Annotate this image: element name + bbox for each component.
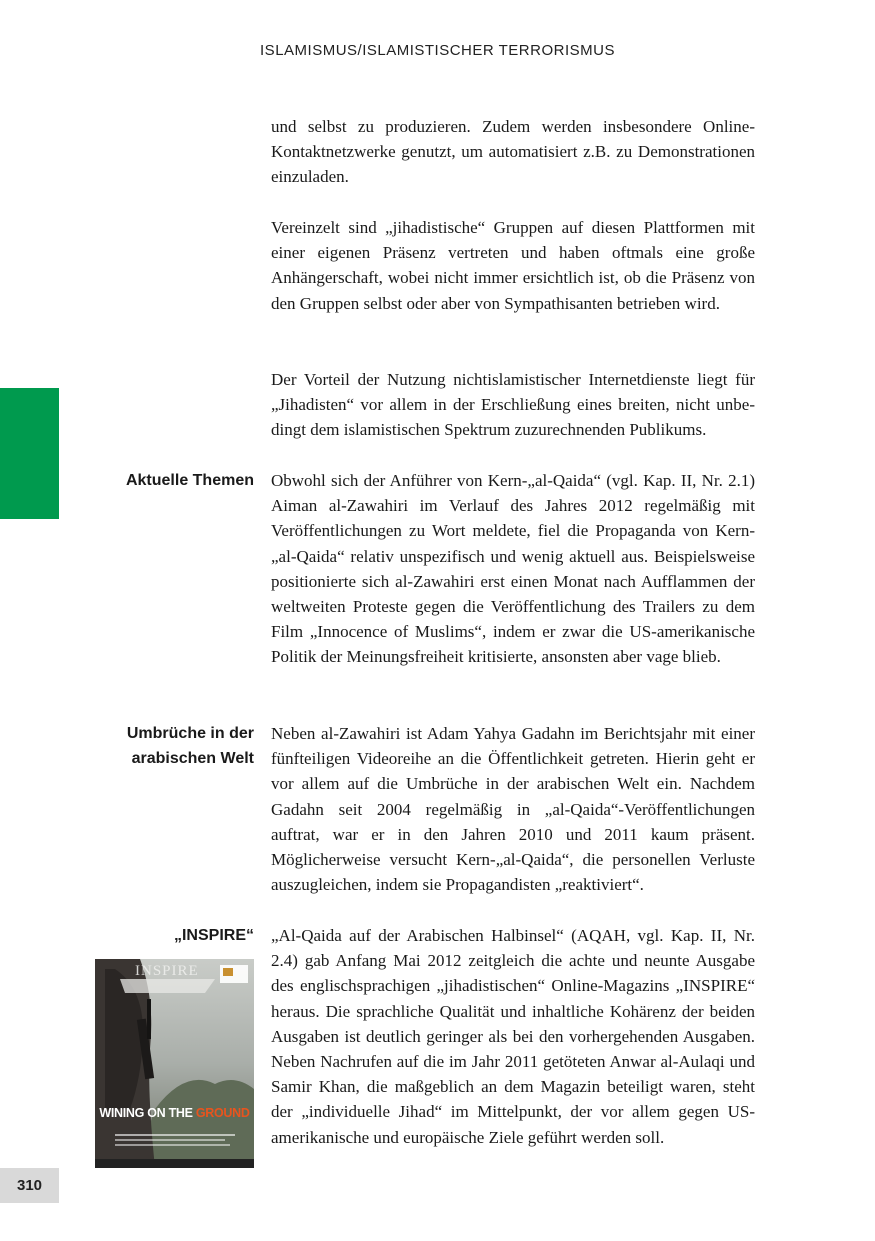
chapter-tab-marker [0, 388, 59, 519]
paragraph-3: Der Vorteil der Nutzung nichtislamistischer Internetdienste liegt für „Jihadisten“ vor allem in der Erschließung eines breiten, nicht unbedingt dem islamistischen Spektrum zuzurechnenden Publikums. [271, 370, 755, 440]
paragraph-4: Obwohl sich der Anführer von Kern-„al-Qaida“ (vgl. Kap. II, Nr. 2.1) Aiman al-Zawahiri im Verlauf des Jahres 2012 regelmäßig mit Veröffentlichungen zu Wort meldete, fiel die Propaganda von Kern-„al-Qaida“ relativ unspezifisch und wenig aktuell aus. Beispielsweise positionierte sich al-Zawahiri erst einen Monat nach Aufflammen der weltweiten Proteste gegen die Veröffentlichung des Trailers zu dem Film „Innocence of Muslims“, indem er zwar die US-amerikanische Politik der Meinungsfreiheit kritisierte, ansonsten aber vage blieb. [271, 471, 755, 667]
running-header [0, 42, 875, 59]
side-heading-aktuelle-themen: Aktuelle Themen [125, 472, 254, 489]
cover-headline-part2: GROUND [195, 1106, 250, 1120]
side-heading-umbrueche-line2: arabischen Welt [131, 750, 254, 767]
side-heading-umbrueche-line1: Umbrüche in der [126, 725, 254, 742]
cover-illustration [95, 959, 254, 1168]
page-number-box [0, 1168, 59, 1203]
inspire-magazine-cover [95, 959, 254, 1168]
cover-headline [95, 1106, 254, 1120]
paragraph-1: und selbst zu produzieren. Zudem werden insbesondere Online-Kontaktnetzwerke genutzt, um automatisiert z.B. zu Demonstrationen einzuladen. [271, 117, 755, 187]
page-number: 310 [16, 1177, 43, 1194]
side-heading-umbrueche [84, 721, 254, 771]
cover-headline-part1: WINING ON THE [99, 1106, 196, 1120]
running-title: ISLAMISMUS/ISLAMISTISCHER TERRORISMUS [260, 42, 615, 59]
paragraph-6: „Al-Qaida auf der Arabischen Halbinsel“ (AQAH, vgl. Kap. II, Nr. 2.4) gab Anfang Mai 2012 zeitgleich die achte und neunte Ausgabe des englischsprachigen „jihadistischen“ Online-Magazins „INSPIRE“ heraus. Die sprachliche Qualität und inhaltliche Kohärenz der beiden Ausgaben ist deutlich geringer als bei den vorhergehenden Ausgaben. Neben Nachrufen auf die im Jahr 2011 getöteten Anwar al-Aulaqi und Samir Khan, die maßgeblich an dem Magazin beteiligt waren, steht der „individuelle Jihad“ im Mittelpunkt, der vor allem gegen US-amerikanische und europäische Ziele geführt werden soll. [271, 926, 755, 1147]
side-heading-inspire: „INSPIRE“ [173, 927, 254, 944]
paragraph-5: Neben al-Zawahiri ist Adam Yahya Gadahn im Berichtsjahr mit einer fünfteiligen Videoreihe an die Öffentlichkeit getreten. Hierin geht er vor allem auf die Umbrüche in der arabischen Welt ein. Nachdem Gadahn seit 2004 regelmäßig in „al-Qaida“-Veröffentlichungen auftrat, war er in den Jahren 2010 und 2011 kaum präsent. Möglicherweise versucht Kern-„al-Qaida“, die personellen Verluste auszugleichen, indem sie Propagandisten „reaktiviert“. [271, 724, 755, 895]
cover-masthead: INSPIRE [135, 963, 199, 979]
paragraph-2: Vereinzelt sind „jihadistische“ Gruppen auf diesen Plattformen mit einer eigenen Präsenz vertreten und haben oftmals eine große Anhängerschaft, wobei nicht immer ersichtlich ist, ob die Präsenz von den Gruppen selbst oder aber von Sympathisanten betrieben wird. [271, 218, 755, 313]
